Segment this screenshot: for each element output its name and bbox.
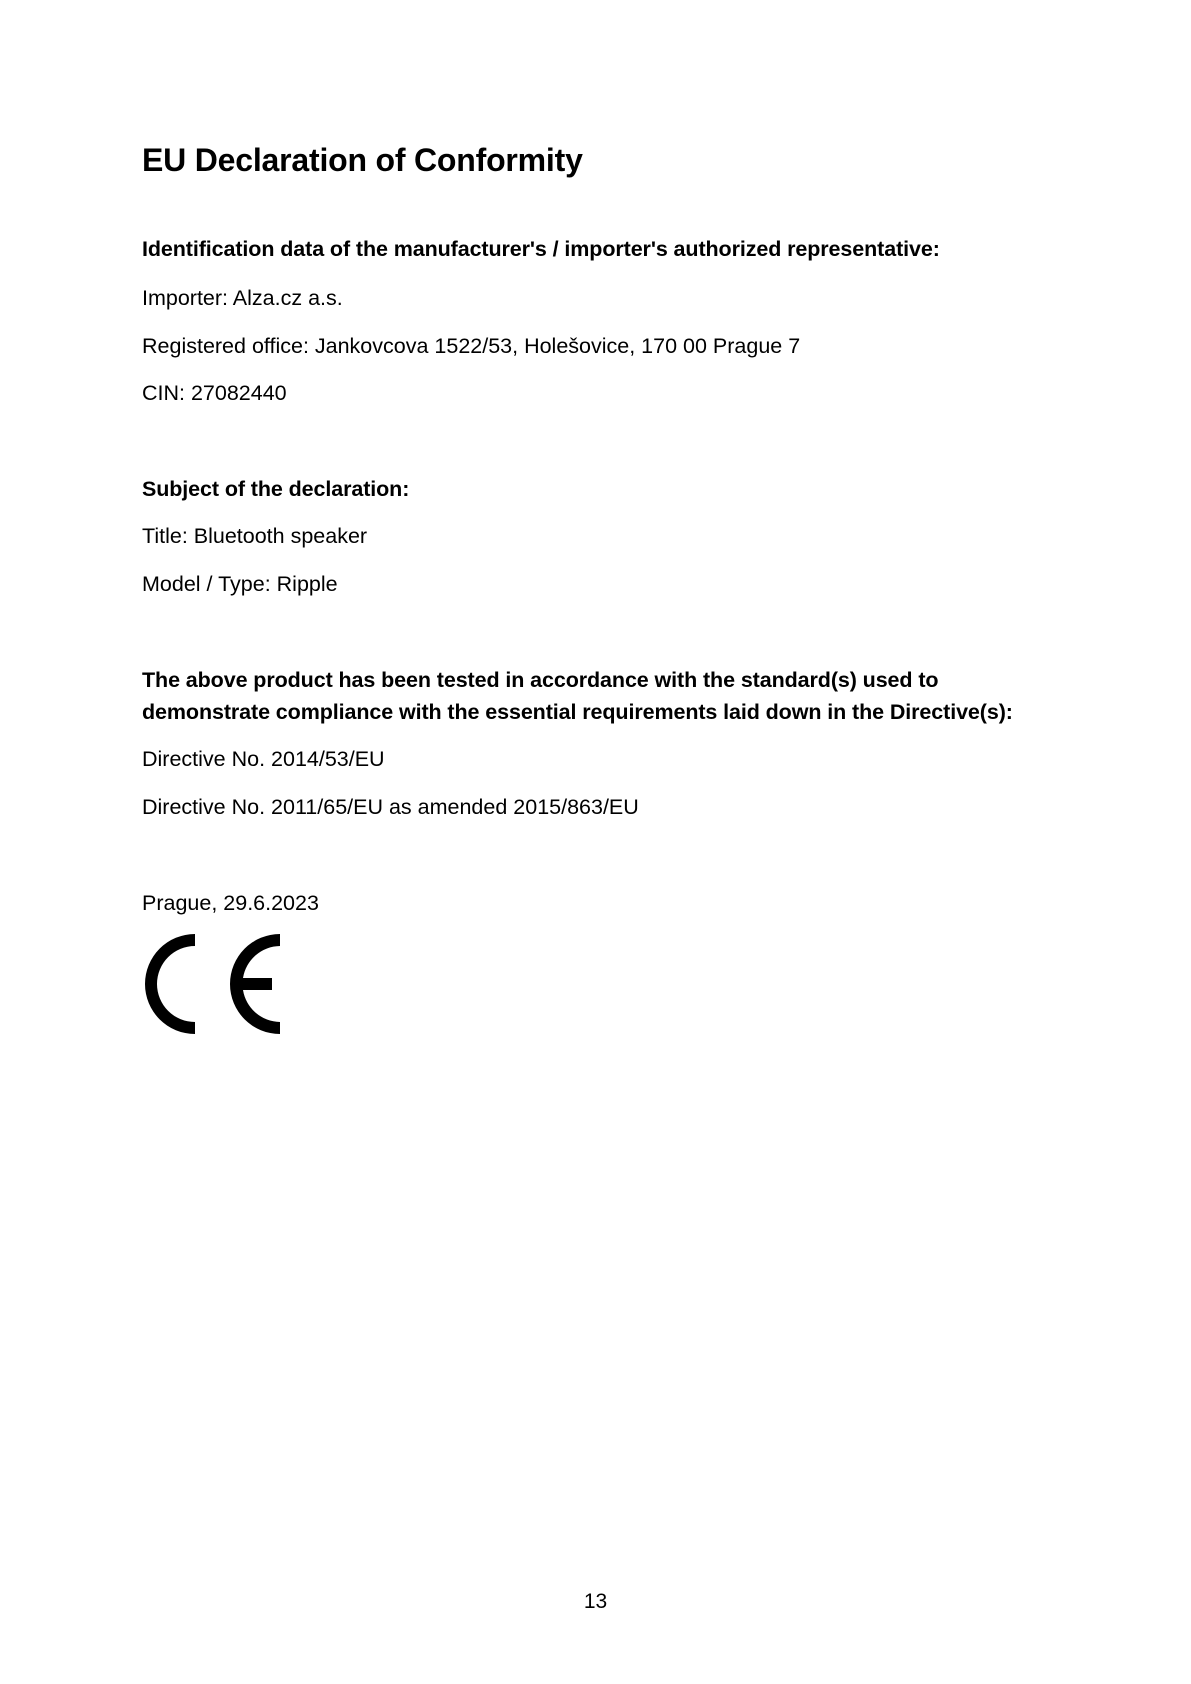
compliance-heading-line-2: demonstrate compliance with the essential requirements laid down in the Directive(s): xyxy=(142,700,1013,724)
identification-heading: Identification data of the manufacturer's / importer's authorized representative: xyxy=(142,237,940,261)
product-title-line: Title: Bluetooth speaker xyxy=(142,524,368,548)
cin-line: CIN: 27082440 xyxy=(142,381,287,405)
registered-office-line: Registered office: Jankovcova 1522/53, Holešovice, 170 00 Prague 7 xyxy=(142,334,801,358)
subject-heading: Subject of the declaration: xyxy=(142,477,410,501)
page-number: 13 xyxy=(583,1590,608,1613)
compliance-heading-line-1: The above product has been tested in accordance with the standard(s) used to xyxy=(142,668,939,692)
ce-mark-icon xyxy=(140,934,284,1034)
directive-line-2: Directive No. 2011/65/EU as amended 2015/863/EU xyxy=(142,795,639,819)
page-title: EU Declaration of Conformity xyxy=(142,142,583,178)
place-date-line: Prague, 29.6.2023 xyxy=(142,891,319,915)
directive-line-1: Directive No. 2014/53/EU xyxy=(142,747,385,771)
model-type-line: Model / Type: Ripple xyxy=(142,572,338,596)
importer-line: Importer: Alza.cz a.s. xyxy=(142,286,343,310)
